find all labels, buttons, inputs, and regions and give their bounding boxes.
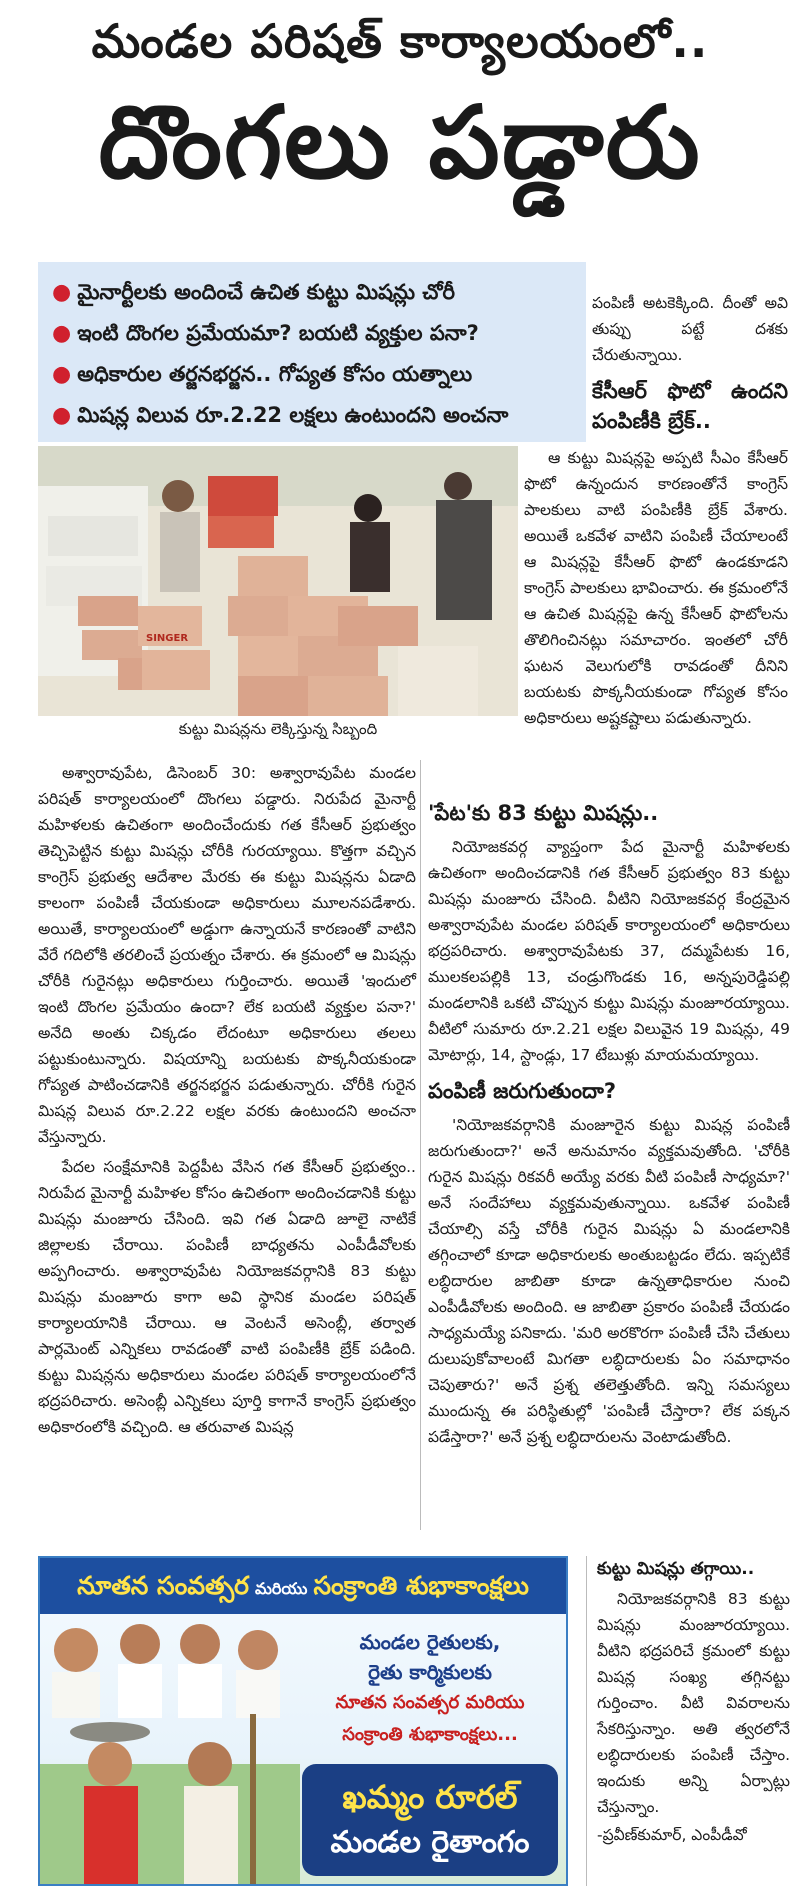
subheading: 'పేట'కు 83 కుట్టు మిషన్లు.. [428, 801, 659, 825]
ad-brand-subtitle: మండల రైతాంగం [330, 1825, 530, 1860]
ad-line: రైతు కార్మికులకు [368, 1660, 492, 1684]
quote-text: నియోజకవర్గానికి 83 కుట్టు మిషన్లు మంజూరయ్యాయి. వీటిని భద్రపరిచే క్రమంలో కుట్టు మిషన్ల సంఖ్య తగ్గినట్టు గుర్తించాం. వీటి వివరాలను సేకరిస్తున్నాం. అతి త్వరలోనే లబ్ధిదారులకు పంపిణీ చేస్తాం. ఇందుకు అన్ని ఏర్పాట్లు చేస్తున్నాం. [597, 1590, 790, 1816]
paragraph: అశ్వారావుపేట, డిసెంబర్ 30: అశ్వారావుపేట మండల పరిషత్ కార్యాలయంలో దొంగలు పడ్డారు. నిరుపేద మైనార్టీ మహిళలకు ఉచితంగా అందించేందుకు గత కేసీఆర్ ప్రభుత్వం తెచ్చిపెట్టిన కుట్టు మిషన్లు చోరీకి గురయ్యాయి. కొత్తగా వచ్చిన కాంగ్రెస్ ప్రభుత్వ ఆదేశాల మేరకు ఈ కుట్టు మిషన్లను ఏడాది కాలంగా పంపిణీ చేయకుండా అధికారులు మూలనపడేశారు. అయితే, కార్యాలయంలో అడ్డుగా ఉన్నాయనే కారణంతో వాటిని వేరే గదిలోకి తరలించే ప్రయత్నం చేశారు. ఈ క్రమంలో ఆ మిషన్లు చోరీకి గురైనట్లు అధికారులు గుర్తించారు. అయితే 'ఇందులో ఇంటి దొంగల ప్రమేయం ఉందా? లేక బయటి వ్యక్తుల పనా?' అనేది అంతు చిక్కడం లేదంటూ అధికారులు తలలు పట్టుకుంటున్నారు. విషయాన్ని బయటకు పొక్కనీయకుండా గోప్యత పాటించడానికి తర్జనభర్జన పడుతున్నారు. చోరీకి గురైన మిషన్ల విలువ రూ.2.22 లక్షల వరకు ఉంటుందని అంచనా వేస్తున్నారు. [38, 764, 416, 1146]
advertisement [38, 1556, 568, 1886]
ad-line: నూతన సంవత్సర మరియు [335, 1692, 525, 1713]
ad-line: సంక్రాంతి శుభాకాంక్షలు... [342, 1724, 518, 1745]
news-photo [38, 446, 518, 716]
highlight-item: ● మైనార్టీలకు అందించే ఉచిత కుట్టు మిషన్లు చోరీ [52, 280, 455, 305]
highlight-item: ● అధికారుల తర్జనభర్జన.. గోప్యత కోసం యత్నాలు [52, 362, 473, 387]
ad-brand-box [302, 1764, 558, 1876]
bullet-icon: ● [52, 403, 72, 428]
right-top-column [592, 290, 788, 442]
ad-brand-title: ఖమ్మం రూరల్ [342, 1778, 518, 1816]
right-column [428, 790, 790, 1454]
paragraph: పంపిణీ అటకెక్కింది. దీంతో అవి తుప్పు పట్టే దశకు చేరుతున్నాయి. [592, 294, 788, 364]
paragraph: పేదల సంక్షేమానికి పెద్దపీట వేసిన గత కేసీఆర్ ప్రభుత్వం.. నిరుపేద మైనార్టీ మహిళల కోసం ఉచితంగా అందించడానికి కుట్టు మిషన్లు మంజూరు చేసింది. ఇవి గత ఏడాది జూలై నాటికే జిల్లాలకు చేరాయి. పంపిణీ బాధ్యతను ఎంపీడీవోలకు అప్పగించారు. అశ్వారావుపేట నియోజకవర్గానికి 83 కుట్టు మిషన్లు మంజూరు కాగా అవి స్థానిక మండల పరిషత్ కార్యాలయానికి చేరాయి. ఆ వెంటనే అసెంబ్లీ, తర్వాత పార్లమెంట్ ఎన్నికలు రావడంతో వాటి పంపిణీకి బ్రేక్ పడింది. కుట్టు మిషన్లను అధికారులు మండల పరిషత్ కార్యాలయంలోనే భద్రపరిచారు. అసెంబ్లీ ఎన్నికలు పూర్తి కాగానే కాంగ్రెస్ ప్రభుత్వం అధికారంలోకి వచ్చింది. ఆ తరువాత మిషన్ల [38, 1158, 416, 1436]
ad-banner: నూతన సంవత్సర మరియు సంక్రాంతి శుభాకాంక్షలు [40, 1558, 566, 1614]
ad-portraits [40, 1614, 300, 1886]
quote-title: కుట్టు మిషన్లు తగ్గాయి.. [597, 1559, 755, 1579]
bullet-icon: ● [52, 280, 72, 305]
ad-line: మండల రైతులకు, [359, 1630, 501, 1654]
paragraph: ఆ కుట్టు మిషన్లపై అప్పటి సీఎం కేసీఆర్ ఫొటో ఉన్నందున కారణంతోనే కాంగ్రెస్ పాలకులు వాటి పంపిణీకి బ్రేక్ వేశారు. అయితే ఒకవేళ వాటిని పంపిణీ చేయాలంటే ఆ మిషన్లపై కేసీఆర్ ఫొటో ఉండకూడని కాంగ్రెస్ పాలకులు భావించారు. ఈ క్రమంలోనే ఆ ఉచిత మిషన్లపై ఉన్న కేసీఆర్ ఫొటోలను తొలిగించినట్లు సమాచారం. ఇంతలో చోరీ ఘటన వెలుగులోకి రావడంతో దీనిని బయటకు పొక్కనీయకుండా గోప్యత కోసం అధికారులు అష్టకష్టాలు పడుతున్నారు. [524, 449, 788, 727]
subheading: పంపిణీ జరుగుతుందా? [428, 1079, 617, 1103]
highlight-item: ● ఇంటి దొంగల ప్రమేయమా? బయటి వ్యక్తుల పనా? [52, 321, 479, 346]
main-headline: దొంగలు పడ్డారు [98, 84, 702, 201]
paragraph: నియోజకవర్గ వ్యాప్తంగా పేద మైనార్టీ మహిళలకు ఉచితంగా అందించడానికి గత కేసీఆర్ ప్రభుత్వం 83 కుట్టు మిషన్లు మంజూరు చేసింది. వీటిని నియోజకవర్గ కేంద్రమైన అశ్వారావుపేట మండల పరిషత్ కార్యాలయంలో అధికారులు భద్రపరిచారు. అశ్వారావుపేటకు 37, దమ్మపేటకు 16, ములకలపల్లికి 13, చండ్రుగొండకు 16, అన్నపురెడ్డిపల్లి మండలానికి ఒకటి చొప్పున కుట్టు మిషన్లు మంజూరయ్యాయి. వీటిలో సుమారు రూ.2.21 లక్షల విలువైన 19 మిషన్లు, 49 మోటార్లు, 14, స్టాండ్లు, 17 టేబుళ్లు మాయమయ్యాయి. [428, 838, 790, 1064]
left-column [38, 760, 416, 1444]
subheading: కేసీఆర్ ఫొటో ఉందని పంపిణీకి బ్రేక్.. [592, 379, 788, 433]
kicker-headline: మండల పరిషత్ కార్యాలయంలో.. [91, 14, 709, 68]
bullet-icon: ● [52, 321, 72, 346]
official-quote [586, 1556, 790, 1886]
photo-caption: కుట్టు మిషన్లను లెక్కిస్తున్న సిబ్బంది [178, 720, 378, 738]
column-divider [420, 760, 421, 1530]
paragraph: 'నియోజకవర్గానికి మంజూరైన కుట్టు మిషన్ల పంపిణీ జరుగుతుందా?' అనే అనుమానం వ్యక్తమవుతోంది. 'చోరీకి గురైన మిషన్లు రికవరీ అయ్యే వరకు వీటి పంపిణీ సాధ్యమా?' అనే సందేహాలు వ్యక్తమవుతున్నాయి. ఒకవేళ పంపిణీ చేయాల్సి వస్తే చోరీకి గురైన మిషన్లు ఏ మండలానికి తగ్గించాలో కూడా అధికారులకు అంతుబట్టడం లేదు. ఇప్పటికే లబ్ధిదారుల జాబితా కూడా ఉన్నతాధికారుల నుంచి ఎంపీడీవోలకు అందింది. ఆ జాబితా ప్రకారం పంపిణీ చేయడం సాధ్యమయ్యే పనికాదు. 'మరి అరకొరగా పంపిణీ చేసి చేతులు దులుపుకోవాలంటే మిగతా లబ్ధిదారులకు ఏం సమాధానం చెపుతారు?' అనే ప్రశ్న తలెత్తుతోంది. ఇన్ని సమస్యలు ముందున్న ఈ పరిస్థితుల్లో 'పంపిణీ చేస్తారా? లేక పక్కన పడేస్తారా?' అనే ప్రశ్న లబ్ధిదారులను వెంటాడుతోంది. [428, 1116, 790, 1446]
highlights-box [38, 262, 586, 442]
right-mid-column [524, 445, 788, 735]
bullet-icon: ● [52, 362, 72, 387]
photo-box-label: SINGER [146, 633, 189, 644]
highlight-item: ● మిషన్ల విలువ రూ.2.22 లక్షలు ఉంటుందని అంచనా [52, 403, 509, 428]
quote-source: -ప్రవీణ్‌కుమార్, ఎంపీడీవో [597, 1826, 747, 1844]
